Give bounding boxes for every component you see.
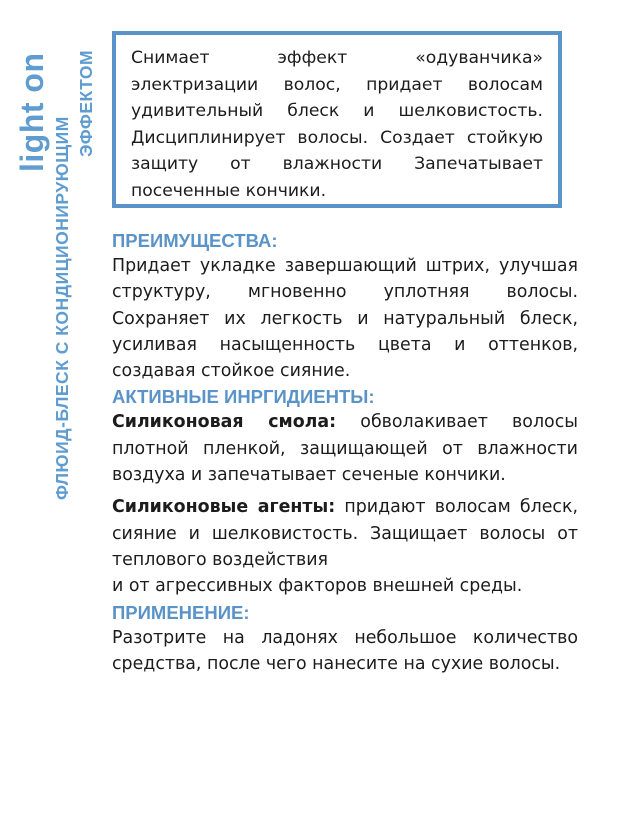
intro-box — [112, 31, 562, 208]
brand-name: light on — [14, 52, 50, 172]
intro-text: Снимает эффект «одуванчика» электризации волос, придает волосам удивительный блеск и шелковистость. Дисциплинирует волосы. Создает стойкую защиту от влажности Запечатывает посеченные кончики. — [131, 48, 543, 201]
ingredient-1-term: Силиконовая смола: — [112, 412, 337, 433]
ingredient-1 — [112, 409, 578, 488]
usage-heading: ПРИМЕНЕНИЕ: — [112, 601, 250, 623]
usage-text: Разотрите на ладонях небольшое количество средства, после чего нанесите на сухие волосы. — [112, 627, 578, 674]
brand-subtitle-line1: ФЛЮИД-БЛЕСК С КОНДИЦИОНИРУЮЩИМ — [52, 116, 72, 500]
ingredient-2-continuation: и от агрессивных факторов внешней среды. — [112, 576, 523, 597]
ingredient-1-text: обволакивает волосы плотной пленкой, защищающей от влажности воздуха и запечатывает сеченые кончики. — [112, 412, 578, 486]
brand-subtitle-line2: ЭФФЕКТОМ — [76, 49, 96, 157]
ingredients-heading: АКТИВНЫЕ ИНРГИДИЕНТЫ: — [112, 386, 375, 408]
ingredient-2-term: Силиконовые агенты: — [112, 497, 336, 518]
advantages-text: Придает укладке завершающий штрих, улучшая структуру, мгновенно уплотняя волосы. Сохраняет их легкость и натуральный блеск, усиливая насыщенность цвета и оттенков, создавая стойкое сияние. — [112, 256, 578, 382]
content-section — [112, 228, 578, 677]
vertical-brand-strip — [0, 0, 110, 815]
ingredient-2-text: придают волосам блеск, сияние и шелковистость. Защищает волосы от теплового воздействия — [112, 497, 578, 570]
ingredient-2 — [112, 494, 578, 573]
advantages-heading: ПРЕИМУЩЕСТВА: — [112, 230, 278, 251]
